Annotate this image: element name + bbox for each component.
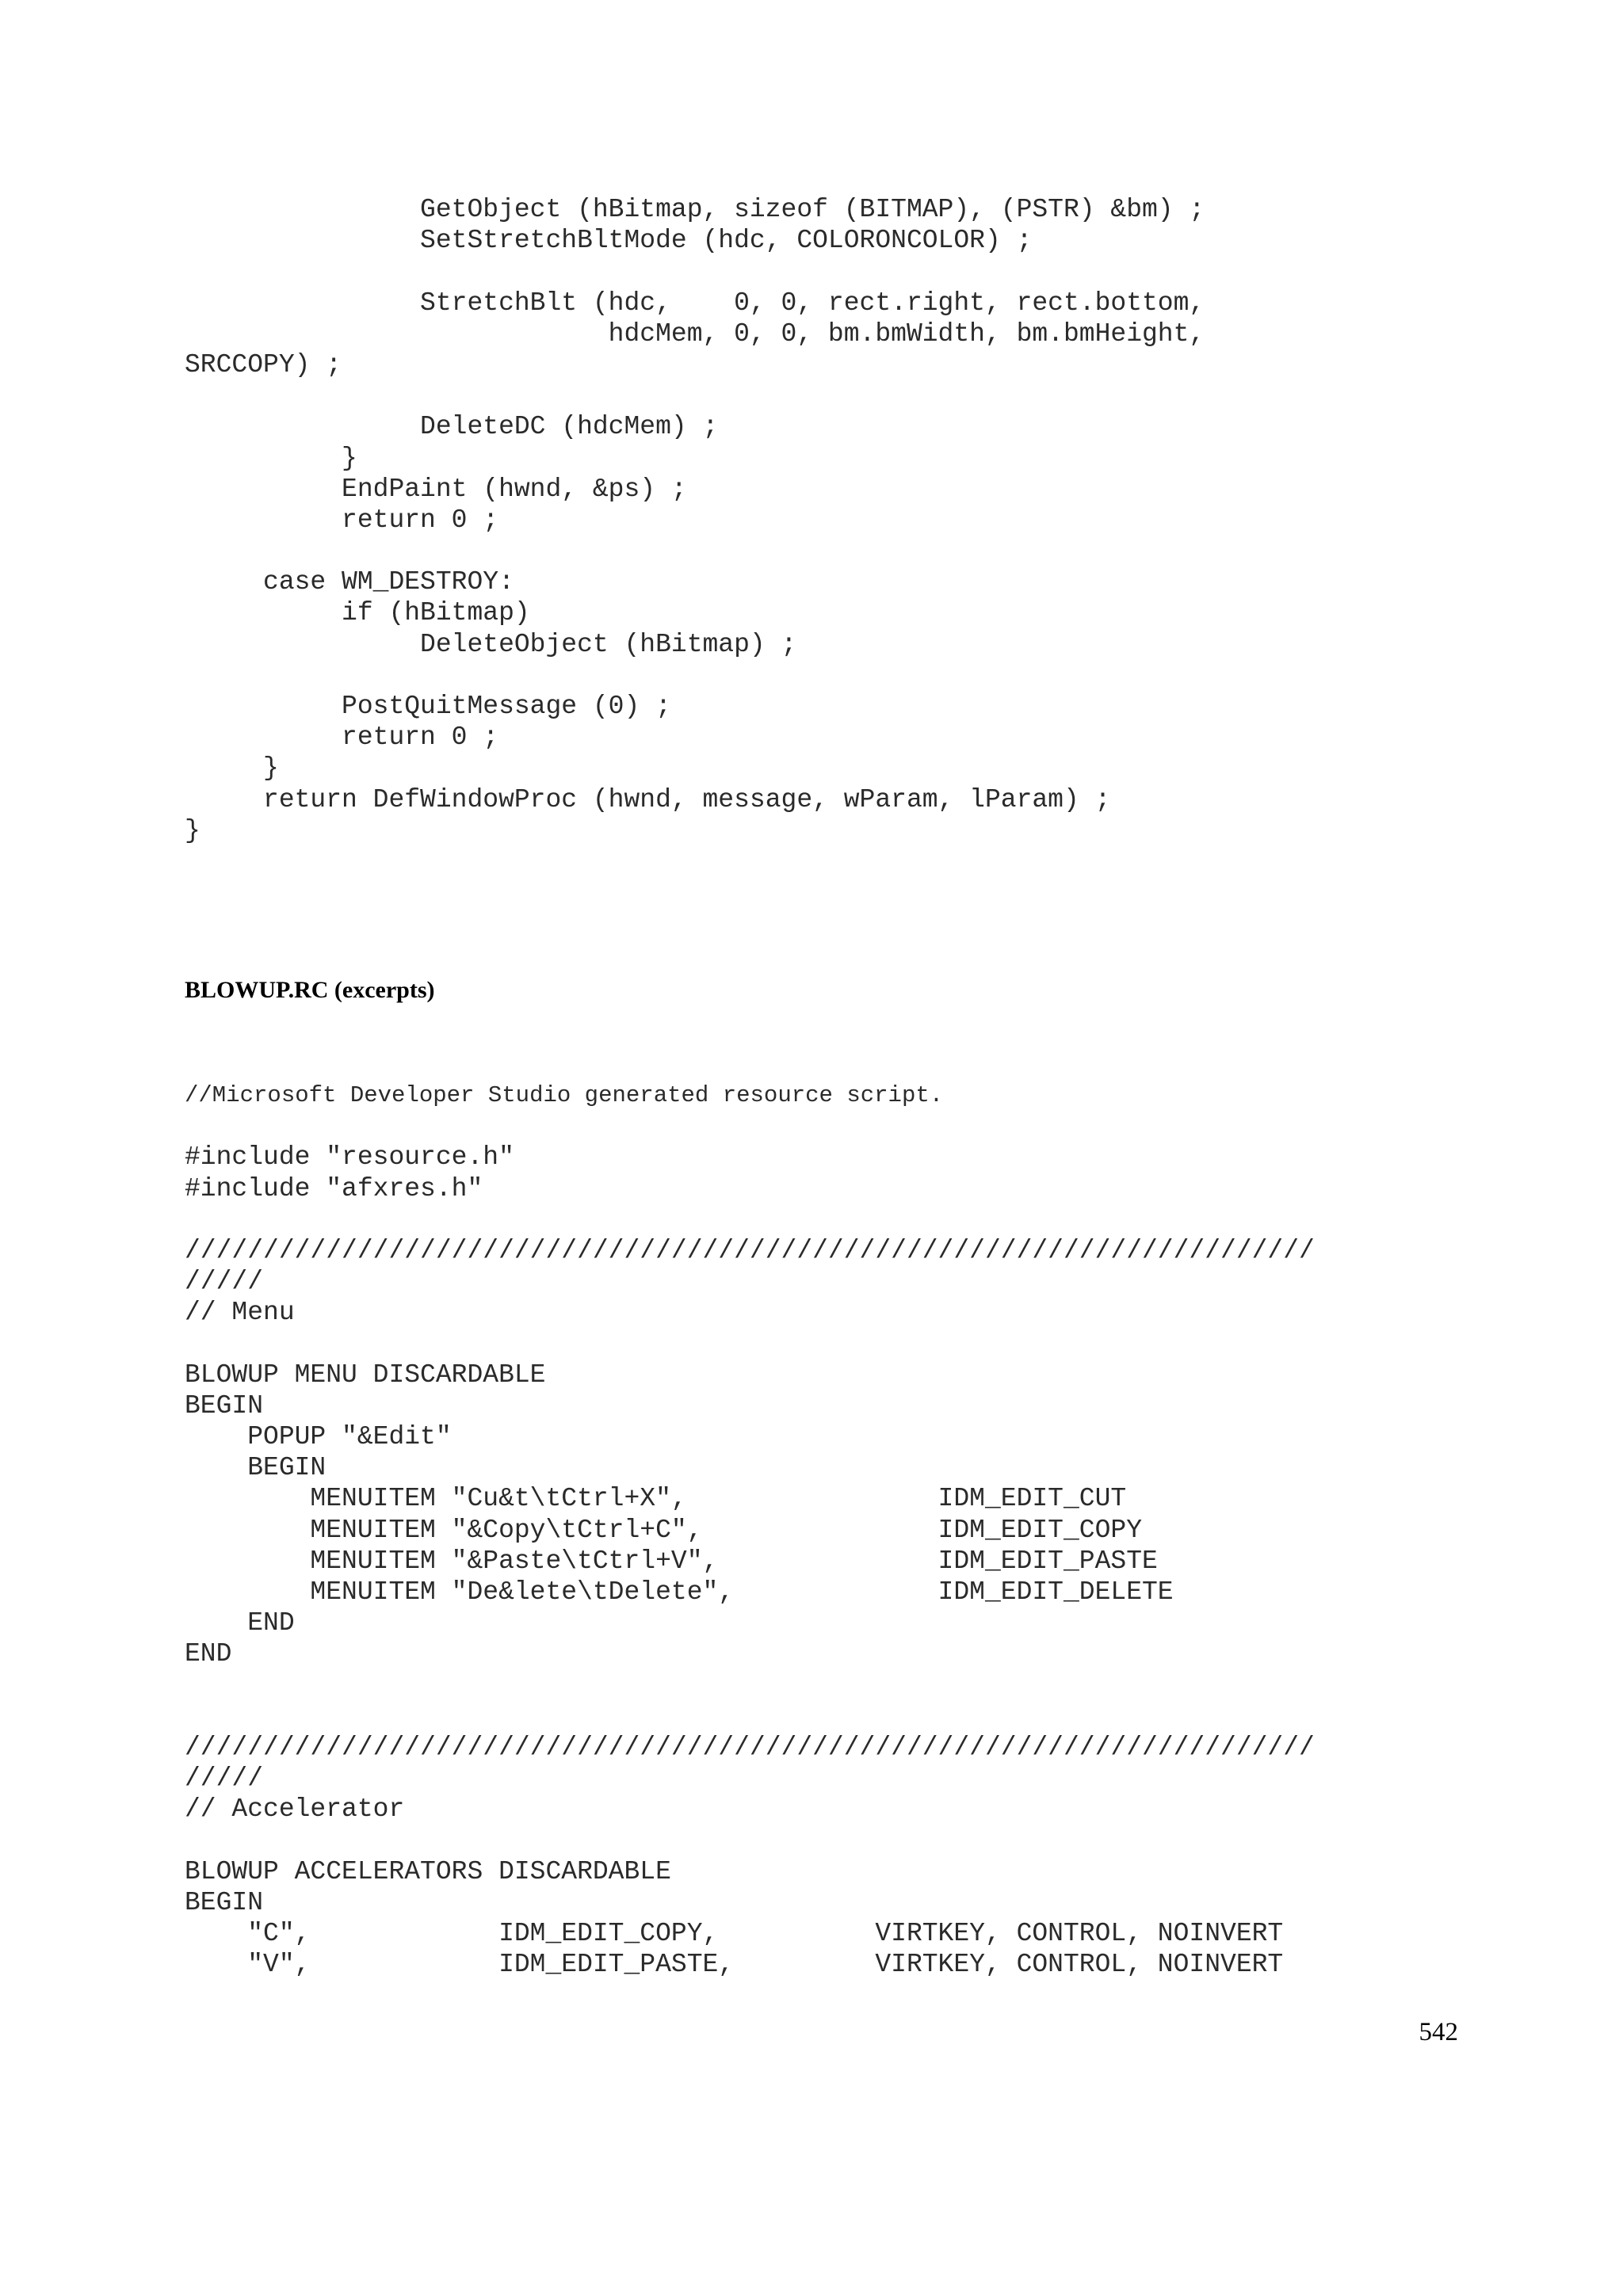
section-heading: BLOWUP.RC (excerpts) bbox=[185, 977, 435, 1003]
code-line: MENUITEM "&Copy\tCtrl+C", IDM_EDIT_COPY bbox=[185, 1515, 1142, 1545]
code-line: BEGIN bbox=[185, 1390, 264, 1421]
code-line: } bbox=[185, 443, 357, 473]
code-line bbox=[185, 1329, 1315, 1360]
code-line: return 0 ; bbox=[185, 723, 499, 753]
code-line: GetObject (hBitmap, sizeof (BITMAP), (PSTR) &bm) ; bbox=[185, 195, 1205, 224]
code-line: DeleteObject (hBitmap) ; bbox=[185, 629, 797, 659]
code-line: } bbox=[185, 815, 200, 845]
code-line bbox=[185, 1111, 1315, 1142]
code-line: MENUITEM "Cu&t\tCtrl+X", IDM_EDIT_CUT bbox=[185, 1484, 1127, 1514]
code-line: SetStretchBltMode (hdc, COLORONCOLOR) ; bbox=[185, 226, 1033, 256]
code-line: SRCCOPY) ; bbox=[185, 349, 342, 379]
code-line: BEGIN bbox=[185, 1453, 327, 1483]
code-line: StretchBlt (hdc, 0, 0, rect.right, rect.bottom, bbox=[185, 288, 1205, 318]
code-line: //////////////////////////////////////////////////////////////////////// bbox=[185, 1235, 1315, 1265]
code-line: BLOWUP MENU DISCARDABLE bbox=[185, 1360, 546, 1390]
code-line: BEGIN bbox=[185, 1887, 264, 1917]
code-line bbox=[185, 1825, 1315, 1856]
code-line: #include "resource.h" bbox=[185, 1142, 514, 1173]
code-line: //Microsoft Developer Studio generated resource script. bbox=[185, 1082, 944, 1108]
code-line: MENUITEM "&Paste\tCtrl+V", IDM_EDIT_PASTE bbox=[185, 1546, 1158, 1576]
code-line: // Menu bbox=[185, 1298, 295, 1328]
code-line: POPUP "&Edit" bbox=[185, 1422, 452, 1452]
code-line bbox=[185, 1204, 1315, 1235]
code-line: BLOWUP ACCELERATORS DISCARDABLE bbox=[185, 1856, 671, 1886]
code-line: #include "afxres.h" bbox=[185, 1173, 483, 1203]
code-line: PostQuitMessage (0) ; bbox=[185, 692, 671, 721]
code-line: "C", IDM_EDIT_COPY, VIRTKEY, CONTROL, NOINVERT bbox=[185, 1919, 1284, 1949]
code-line: MENUITEM "De&lete\tDelete", IDM_EDIT_DELETE bbox=[185, 1577, 1174, 1607]
code-line bbox=[185, 1670, 1315, 1701]
code-line: ///// bbox=[185, 1764, 264, 1794]
code-line bbox=[185, 1701, 1315, 1732]
page-number: 542 bbox=[1419, 2018, 1458, 2046]
code-line: EndPaint (hwnd, &ps) ; bbox=[185, 474, 687, 504]
code-line: if (hBitmap) bbox=[185, 598, 530, 628]
code-line: DeleteDC (hdcMem) ; bbox=[185, 412, 719, 442]
code-block-resource-script bbox=[185, 1080, 1315, 1980]
code-line: } bbox=[185, 753, 279, 784]
code-line: "V", IDM_EDIT_PASTE, VIRTKEY, CONTROL, NOINVERT bbox=[185, 1950, 1284, 1980]
code-line: case WM_DESTROY: bbox=[185, 567, 514, 597]
code-line: END bbox=[185, 1608, 295, 1638]
code-line: //////////////////////////////////////////////////////////////////////// bbox=[185, 1732, 1315, 1762]
code-line: ///// bbox=[185, 1267, 264, 1297]
code-line bbox=[185, 536, 1205, 566]
code-line: hdcMem, 0, 0, bm.bmWidth, bm.bmHeight, bbox=[185, 318, 1205, 349]
code-line: return DefWindowProc (hwnd, message, wParam, lParam) ; bbox=[185, 784, 1111, 814]
code-line bbox=[185, 380, 1205, 411]
code-line bbox=[185, 256, 1205, 287]
code-line bbox=[185, 660, 1205, 691]
code-line: return 0 ; bbox=[185, 505, 499, 535]
code-line: END bbox=[185, 1639, 232, 1669]
code-block-wndproc bbox=[185, 194, 1205, 846]
code-line: // Accelerator bbox=[185, 1794, 405, 1825]
